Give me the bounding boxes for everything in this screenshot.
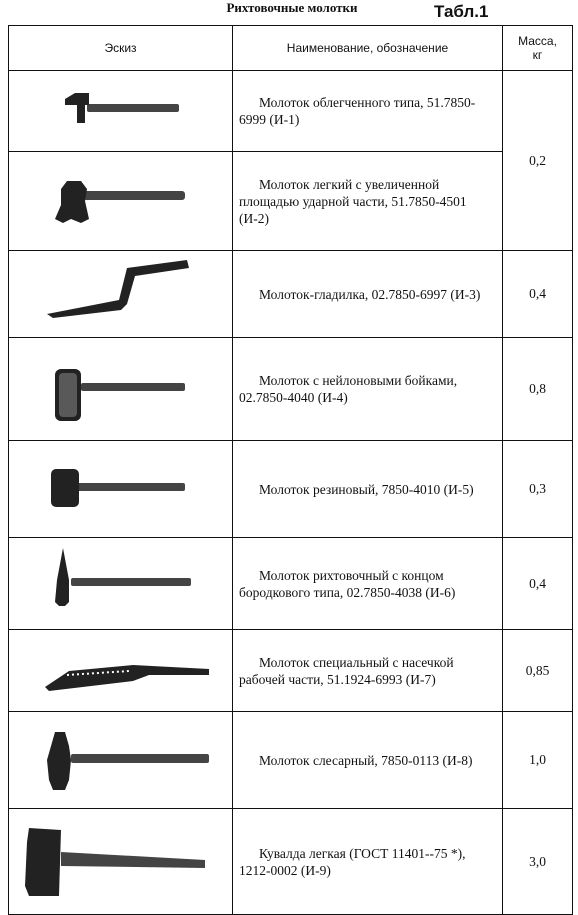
mass-header-line2: кг bbox=[532, 48, 543, 62]
sketch-cell bbox=[9, 809, 233, 915]
mass-cell: 0,4 bbox=[503, 251, 573, 338]
mass-cell: 3,0 bbox=[503, 809, 573, 915]
column-header-mass bbox=[503, 26, 573, 71]
sketch-cell bbox=[9, 630, 233, 712]
tool-name: Молоток легкий с увеличенной площадью ударной части, 51.7850-4501 (И-2) bbox=[239, 176, 467, 226]
mass-cell: 0,3 bbox=[503, 441, 573, 538]
table-row bbox=[9, 538, 573, 630]
mass-cell: 0,85 bbox=[503, 630, 573, 712]
table-row bbox=[9, 441, 573, 538]
spoon-hammer-icon bbox=[9, 254, 233, 334]
sketch-cell bbox=[9, 441, 233, 538]
table-row bbox=[9, 251, 573, 338]
table-row bbox=[9, 152, 573, 251]
tools-table bbox=[8, 25, 573, 915]
mass-header-line1: Масса, bbox=[518, 34, 557, 48]
name-cell bbox=[233, 630, 503, 712]
pick-hammer-icon bbox=[9, 544, 233, 624]
sketch-cell bbox=[9, 251, 233, 338]
sketch-cell bbox=[9, 712, 233, 809]
mass-cell: 0,8 bbox=[503, 338, 573, 441]
name-cell bbox=[233, 71, 503, 152]
tool-name: Молоток рихтовочный с концом бородкового типа, 02.7850-4038 (И-6) bbox=[239, 567, 456, 600]
tool-name: Молоток-гладилка, 02.7850-6997 (И-3) bbox=[259, 286, 481, 302]
tool-name: Кувалда легкая (ГОСТ 11401--75 *), 1212-0002 (И-9) bbox=[239, 845, 466, 878]
rubber-mallet-icon bbox=[9, 449, 233, 529]
table-row bbox=[9, 630, 573, 712]
machinist-hammer-icon bbox=[9, 720, 233, 800]
nylon-hammer-icon bbox=[9, 349, 233, 429]
name-cell bbox=[233, 251, 503, 338]
name-cell bbox=[233, 338, 503, 441]
sledgehammer-icon bbox=[9, 822, 233, 902]
name-cell bbox=[233, 441, 503, 538]
table-row bbox=[9, 809, 573, 915]
light-hammer-icon bbox=[9, 71, 233, 151]
table-label: Табл.1 bbox=[434, 2, 489, 21]
mass-cell: 0,4 bbox=[503, 538, 573, 630]
sketch-cell bbox=[9, 338, 233, 441]
header-row bbox=[9, 26, 573, 71]
name-cell bbox=[233, 809, 503, 915]
column-header-sketch: Эскиз bbox=[9, 26, 233, 71]
name-cell bbox=[233, 712, 503, 809]
table-row bbox=[9, 338, 573, 441]
sketch-cell bbox=[9, 152, 233, 251]
tool-name: Молоток резиновый, 7850-4010 (И-5) bbox=[259, 481, 474, 497]
wide-face-hammer-icon bbox=[9, 161, 233, 241]
mass-cell-merged: 0,2 bbox=[503, 71, 573, 251]
column-header-name: Наименование, обозначение bbox=[233, 26, 503, 71]
serrated-spoon-icon bbox=[9, 631, 233, 711]
mass-cell: 1,0 bbox=[503, 712, 573, 809]
tool-name: Молоток слесарный, 7850-0113 (И-8) bbox=[259, 752, 473, 768]
name-cell bbox=[233, 152, 503, 251]
tool-name: Молоток с нейлоновыми бойками, 02.7850-4040 (И-4) bbox=[239, 373, 458, 405]
sketch-cell bbox=[9, 538, 233, 630]
table-row bbox=[9, 71, 573, 152]
sketch-cell bbox=[9, 71, 233, 152]
tool-name: Молоток специальный с насечкой рабочей части, 51.1924-6993 (И-7) bbox=[239, 654, 454, 687]
page-title: Рихтовочные молотки bbox=[226, 0, 358, 15]
table-row bbox=[9, 712, 573, 809]
tool-name: Молоток облегченного типа, 51.7850-6999 (И-1) bbox=[239, 95, 476, 127]
name-cell bbox=[233, 538, 503, 630]
